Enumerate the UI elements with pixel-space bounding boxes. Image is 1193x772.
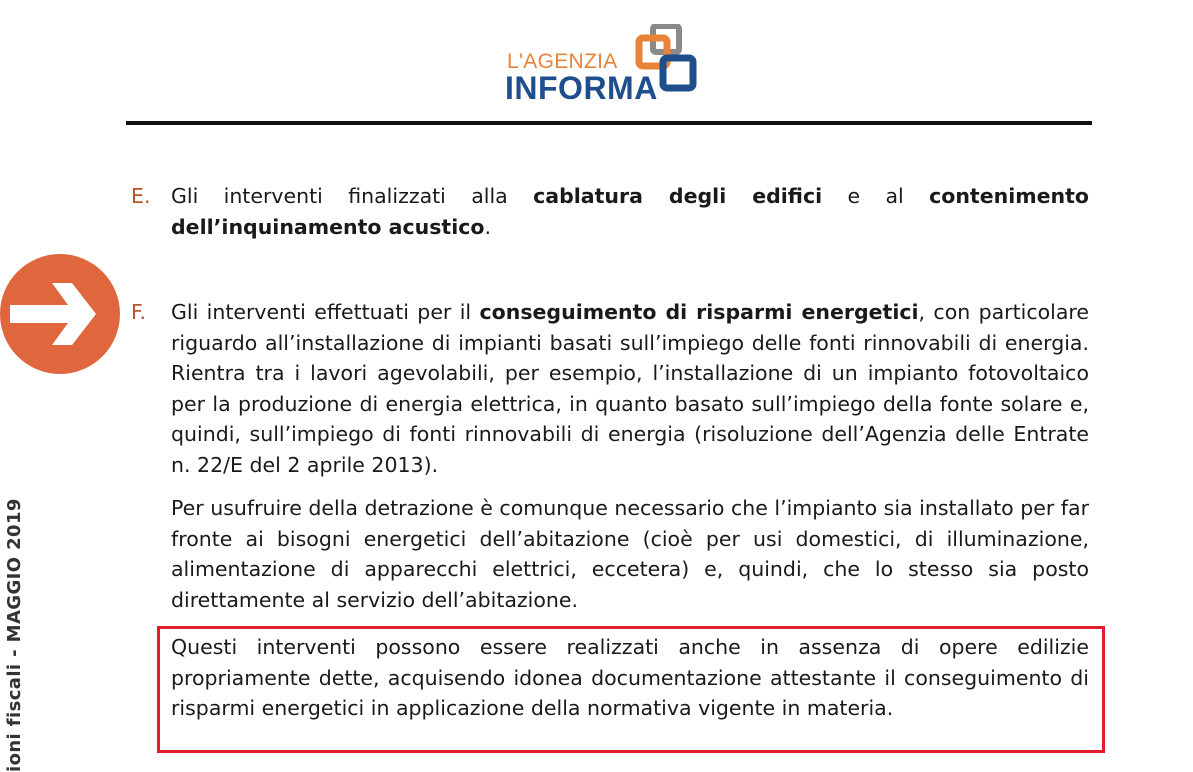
logo-line-1: L'AGENZIA [507, 50, 618, 73]
item-f-bold-1: conseguimento di risparmi energetici [479, 300, 919, 324]
item-f-text-2: , con particolare riguardo all’installazione di impianti basati sull’impiego delle fonti rinnovabili di energia. Rientra tra i lavori agevolabili, per esempio, l’installazione di un impianto fotovoltaico per la produzione di energia elettrica, in quanto basato sull’impiego della fonte solare e, quindi, sull’impiego di fonti rinnovabili di energia (risoluzione dell’Agenzia delle Entrate n. 22/E del 2 aprile 2013). [171, 300, 1089, 477]
arrow-right-icon [0, 254, 120, 374]
item-e-text-3: . [484, 214, 492, 239]
item-f-text-1: Gli interventi effettuati per il [171, 300, 480, 324]
list-item-e [131, 181, 1089, 242]
item-e-bold-1: cablatura degli edifici [533, 184, 823, 208]
highlighted-box [157, 626, 1105, 753]
list-item-f [131, 297, 1089, 480]
paragraph-requirement: Per usufruire della detrazione è comunque necessario che l’impianto sia installato per far fronte ai bisogni energetici dell’abitazione (cioè per usi domestici, di illuminazione, alimentazione di apparecchi elettrici, eccetera) e, quindi, che lo stesso sia posto direttamente al servizio dell’abitazione. [171, 496, 1089, 612]
item-e-text-1: Gli interventi finalizzati alla [171, 184, 534, 208]
list-item-f-text [171, 297, 1089, 480]
highlighted-paragraph: Questi interventi possono essere realizzati anche in assenza di opere edilizie propriamente dette, acquisendo idonea documentazione attestante il conseguimento di risparmi energetici in applicazione della normativa vigente in materia. [171, 635, 1089, 720]
item-e-text-2: e al [822, 184, 930, 208]
side-vertical-label: ioni fiscali - MAGGIO 2019 [4, 498, 25, 772]
list-letter-e: E. [131, 184, 151, 208]
list-item-e-text [171, 181, 1089, 242]
agenzia-informa-logo [505, 24, 700, 106]
item-e-bold-2: contenimento dell’inquinamento acustico [171, 184, 1089, 239]
list-letter-f: F. [131, 300, 147, 324]
logo-line-2: INFORMA [505, 70, 658, 106]
header-divider [126, 121, 1092, 125]
